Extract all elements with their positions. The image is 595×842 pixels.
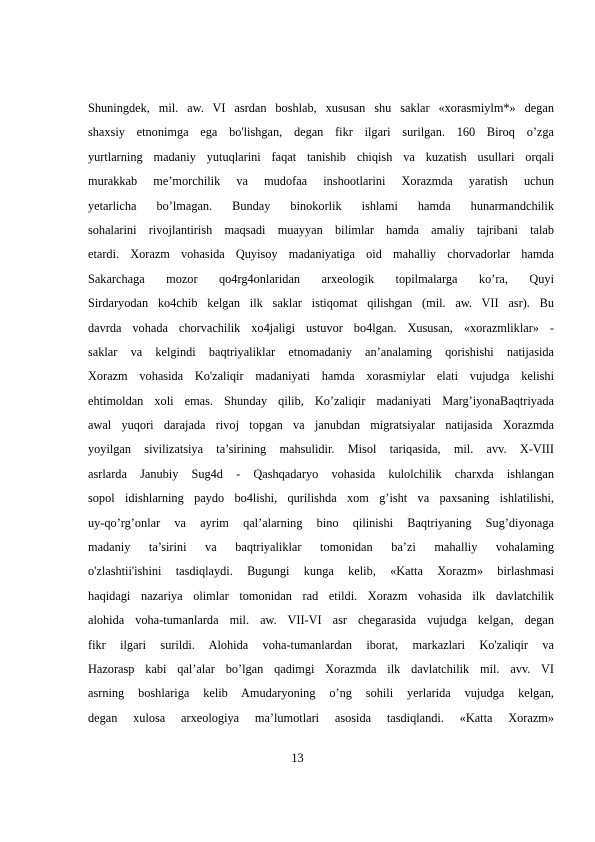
text-line: Sirdaryodan ko4chib kelgan ilk saklar istiqomat qilishgan (mil. aw. VII asr). Bu xyxy=(88,296,554,311)
text-line: yetarlicha bo’lmagan. Bunday binokorlik ishlami hamda hunarmandchilik xyxy=(88,198,554,213)
text-line: Shuningdek, mil. aw. VI asrdan boshlab, xususan shu saklar «xorasmiylm*» degan xyxy=(88,101,554,115)
text-line: sopol idishlarning paydo bo4lishi, qurilishda xom g’isht va paxsaning ishlatilishi, xyxy=(88,491,554,506)
text-line: davrda vohada chorvachilik xo4jaligi ustuvor bo4lgan. Xususan, «xorazmliklar» - xyxy=(88,320,554,335)
text-line: alohida voha-tumanlarda mil. aw. VII-VI asr chegarasida vujudga kelgan, degan xyxy=(88,613,554,628)
text-line: asrning boshlariga kelib Amudaryoning o’ng sohili yerlarida vujudga kelgan, xyxy=(88,686,554,701)
text-line: yurtlarning madaniy yutuqlarini faqat tanishib chiqish va kuzatish usullari orqali xyxy=(88,149,554,164)
text-line: asrlarda Janubiy Sug4d - Qashqadaryo vohasida kulolchilik charxda ishlangan xyxy=(88,466,554,481)
text-line: shaxsiy etnonimga ega bo'lishgan, degan fikr ilgari surilgan. 160 Biroq o’zga xyxy=(88,125,554,140)
text-line: fikr ilgari surildi. Alohida voha-tumanlardan iborat, markazlari Ko'zaliqir va xyxy=(88,637,554,652)
text-line: Hazorasp kabi qal’alar bo’lgan qadimgi Xorazmda ilk davlatchilik mil. avv. VI xyxy=(88,661,554,676)
text-line: o'zlashtii'ishini tasdiqlaydi. Bugungi kunga kelib, «Katta Xorazm» birlashmasi xyxy=(88,564,554,579)
page-number: 13 xyxy=(291,751,304,765)
text-line: ehtimoldan xoli emas. Shunday qilib, Ko’zaliqir madaniyati Marg’iyonaBaqtriyada xyxy=(88,393,554,408)
text-line: uy-qo’rg’onlar va ayrim qal’alarning bino qilinishi Baqtriyaning Sug’diyonaga xyxy=(88,515,554,530)
text-line: Xorazm vohasida Ko'zaliqir madaniyati hamda xorasmiylar elati vujudga kelishi xyxy=(88,369,554,384)
text-line: Sakarchaga mozor qo4rg4onlaridan arxeologik topilmalarga ko’ra, Quyi xyxy=(88,271,554,286)
text-line: haqidagi nazariya olimlar tomonidan rad etildi. Xorazm vohasida ilk davlatchilik xyxy=(88,588,554,603)
text-line: murakkab me’morchilik va mudofaa inshootlarini Xorazmda yaratish uchun xyxy=(88,174,554,189)
body-text xyxy=(88,96,554,730)
text-line: yoyilgan sivilizatsiya ta’sirining mahsulidir. Misol tariqasida, mil. avv. X-VIII xyxy=(88,442,554,457)
text-line: madaniy ta’sirini va baqtriyaliklar tomonidan ba’zi mahalliy vohalaming xyxy=(88,540,554,555)
text-line: sohalarini rivojlantirish maqsadi muayyan bilimlar hamda amaliy tajribani talab xyxy=(88,222,554,237)
text-line: degan xulosa arxeologiya ma’lumotlari asosida tasdiqlandi. «Katta Xorazm» xyxy=(88,710,554,725)
text-line: saklar va kelgindi baqtriyaliklar etnomadaniy an’analaming qorishishi natijasida xyxy=(88,344,554,359)
text-line: awal yuqori darajada rivoj topgan va janubdan migratsiyalar natijasida Xorazmda xyxy=(88,418,554,433)
text-line: etardi. Xorazm vohasida Quyisoy madaniyatiga oid mahalliy chorvadorlar hamda xyxy=(88,247,554,262)
